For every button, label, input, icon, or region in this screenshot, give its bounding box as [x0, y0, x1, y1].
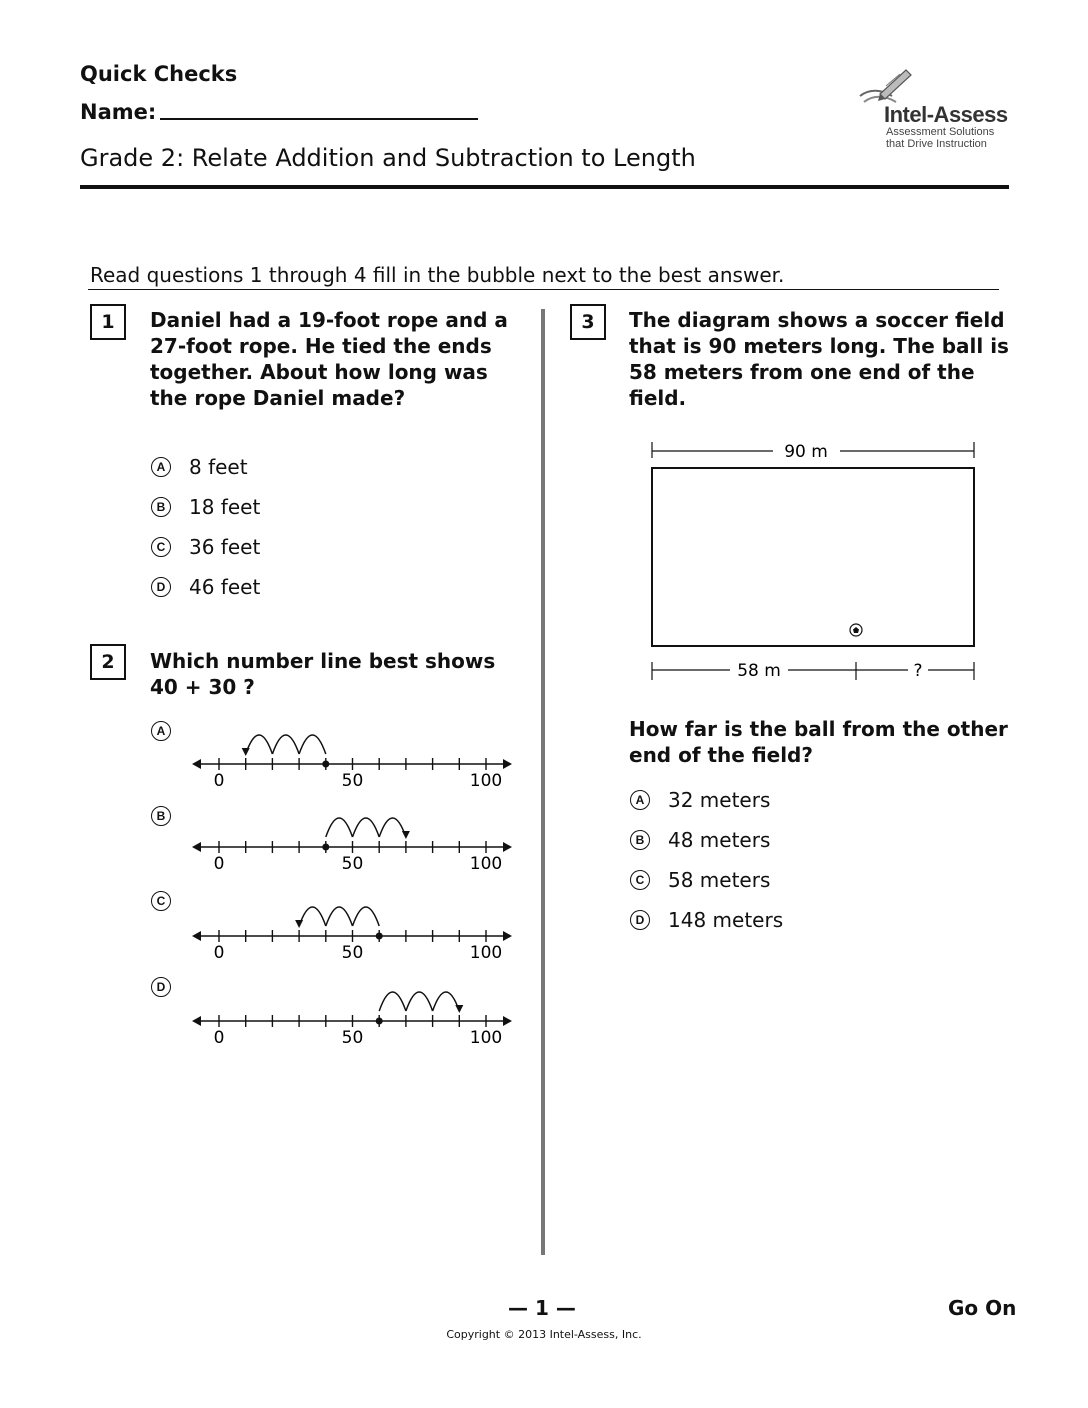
- hop-arrowhead: [242, 748, 250, 756]
- choice-text: 148 meters: [668, 908, 784, 932]
- tick-label: 0: [213, 943, 225, 963]
- hop-arc: [299, 907, 326, 926]
- logo-tagline-1: Assessment Solutions: [886, 126, 995, 138]
- label-90m: 90 m: [784, 442, 828, 462]
- hop-arc: [272, 735, 299, 754]
- instructions-rule: [88, 289, 999, 290]
- choice-text: 32 meters: [668, 788, 771, 812]
- hop-arc: [433, 992, 460, 1011]
- hop-arc: [379, 992, 406, 1011]
- column-divider: [541, 309, 545, 1255]
- axis-arrow-left: [192, 931, 201, 941]
- axis-arrow-right: [503, 1016, 512, 1026]
- q3-choice-c[interactable]: [630, 868, 770, 892]
- q3-choice-d[interactable]: [630, 908, 783, 932]
- hop-arrowhead: [455, 1005, 463, 1013]
- q3-choice-a[interactable]: [630, 788, 770, 812]
- tick-label: 0: [213, 771, 225, 791]
- question-1-number: 1: [90, 304, 126, 340]
- hop-arc: [246, 735, 273, 754]
- hop-arc: [299, 735, 326, 754]
- tick-label: 50: [341, 771, 364, 791]
- question-2-number: 2: [90, 644, 126, 680]
- q1-choice-d[interactable]: [151, 575, 260, 599]
- hop-arrowhead: [295, 920, 303, 928]
- axis-arrow-right: [503, 931, 512, 941]
- choice-text: 46 feet: [189, 575, 261, 599]
- hop-arc: [326, 907, 353, 926]
- hop-arc: [406, 992, 433, 1011]
- question-3-followup: How far is the ball from the other end of the field?: [629, 717, 1008, 767]
- q1-choice-a[interactable]: [151, 455, 248, 479]
- instructions: Read questions 1 through 4 fill in the bubble next to the best answer.: [90, 263, 785, 287]
- hop-arc: [353, 907, 380, 926]
- tick-label: 50: [341, 854, 364, 874]
- q1-choice-b[interactable]: [151, 495, 260, 519]
- start-point: [376, 1018, 383, 1025]
- q2-number-line-b: [186, 799, 516, 875]
- label-unknown: ?: [913, 661, 923, 681]
- name-field-line[interactable]: [160, 118, 478, 120]
- bubble-b[interactable]: B: [630, 830, 650, 850]
- label-58m: 58 m: [737, 661, 781, 681]
- tick-label: 0: [213, 1028, 225, 1048]
- copyright: Copyright © 2013 Intel-Assess, Inc.: [446, 1328, 642, 1341]
- intel-assess-logo: [852, 66, 1012, 150]
- q2-number-line-a: [186, 716, 516, 792]
- ball-icon: [850, 624, 862, 636]
- axis-arrow-left: [192, 1016, 201, 1026]
- question-3-number: 3: [570, 304, 606, 340]
- start-point: [376, 933, 383, 940]
- q1-choice-c[interactable]: [151, 535, 260, 559]
- hop-arc: [379, 818, 406, 837]
- choice-text: 48 meters: [668, 828, 771, 852]
- choice-text: 58 meters: [668, 868, 771, 892]
- tick-label: 100: [469, 943, 503, 963]
- bubble-b[interactable]: B: [151, 497, 171, 517]
- q2-number-line-d: [186, 973, 516, 1049]
- question-3-text: The diagram shows a soccer field that is 90 meters long. The ball is 58 meters from one end of the field.: [629, 308, 1009, 410]
- name-label: Name:: [80, 100, 157, 124]
- hop-arc: [326, 818, 353, 837]
- field-rectangle: [652, 468, 974, 646]
- bubble-a[interactable]: A: [630, 790, 650, 810]
- q2-bubble-b[interactable]: B: [151, 806, 171, 826]
- page-number: — 1 —: [508, 1296, 576, 1320]
- bottom-dimension: [652, 661, 974, 681]
- top-dimension: [652, 442, 974, 462]
- go-on-label: Go On: [948, 1296, 1017, 1320]
- choice-text: 8 feet: [189, 455, 248, 479]
- start-point: [322, 844, 329, 851]
- logo-brand: Intel-Assess: [884, 102, 1008, 127]
- q2-bubble-c[interactable]: C: [151, 891, 171, 911]
- axis-arrow-right: [503, 759, 512, 769]
- axis-arrow-left: [192, 759, 201, 769]
- axis-arrow-left: [192, 842, 201, 852]
- tick-label: 50: [341, 1028, 364, 1048]
- bubble-a[interactable]: A: [151, 457, 171, 477]
- quick-checks-label: Quick Checks: [80, 62, 238, 86]
- bubble-c[interactable]: C: [630, 870, 650, 890]
- soccer-field-diagram: [640, 436, 990, 686]
- axis-arrow-right: [503, 842, 512, 852]
- hop-arrowhead: [402, 831, 410, 839]
- choice-text: 18 feet: [189, 495, 261, 519]
- tick-label: 100: [469, 771, 503, 791]
- q2-bubble-d[interactable]: D: [151, 977, 171, 997]
- tick-label: 100: [469, 1028, 503, 1048]
- bubble-c[interactable]: C: [151, 537, 171, 557]
- q2-number-line-c: [186, 888, 516, 964]
- question-2-text: Which number line best shows 40 + 30 ?: [150, 649, 496, 699]
- choice-text: 36 feet: [189, 535, 261, 559]
- q2-bubble-a[interactable]: A: [151, 721, 171, 741]
- tick-label: 50: [341, 943, 364, 963]
- question-1-text: Daniel had a 19-foot rope and a 27-foot rope. He tied the ends together. About how long was the rope Daniel made?: [150, 308, 508, 410]
- tick-label: 100: [469, 854, 503, 874]
- tick-label: 0: [213, 854, 225, 874]
- logo-tagline-2: that Drive Instruction: [886, 138, 987, 150]
- page-title: Grade 2: Relate Addition and Subtraction to Length: [80, 144, 696, 172]
- bubble-d[interactable]: D: [151, 577, 171, 597]
- q3-choice-b[interactable]: [630, 828, 770, 852]
- start-point: [322, 761, 329, 768]
- header-rule: [80, 185, 1009, 189]
- bubble-d[interactable]: D: [630, 910, 650, 930]
- hop-arc: [353, 818, 380, 837]
